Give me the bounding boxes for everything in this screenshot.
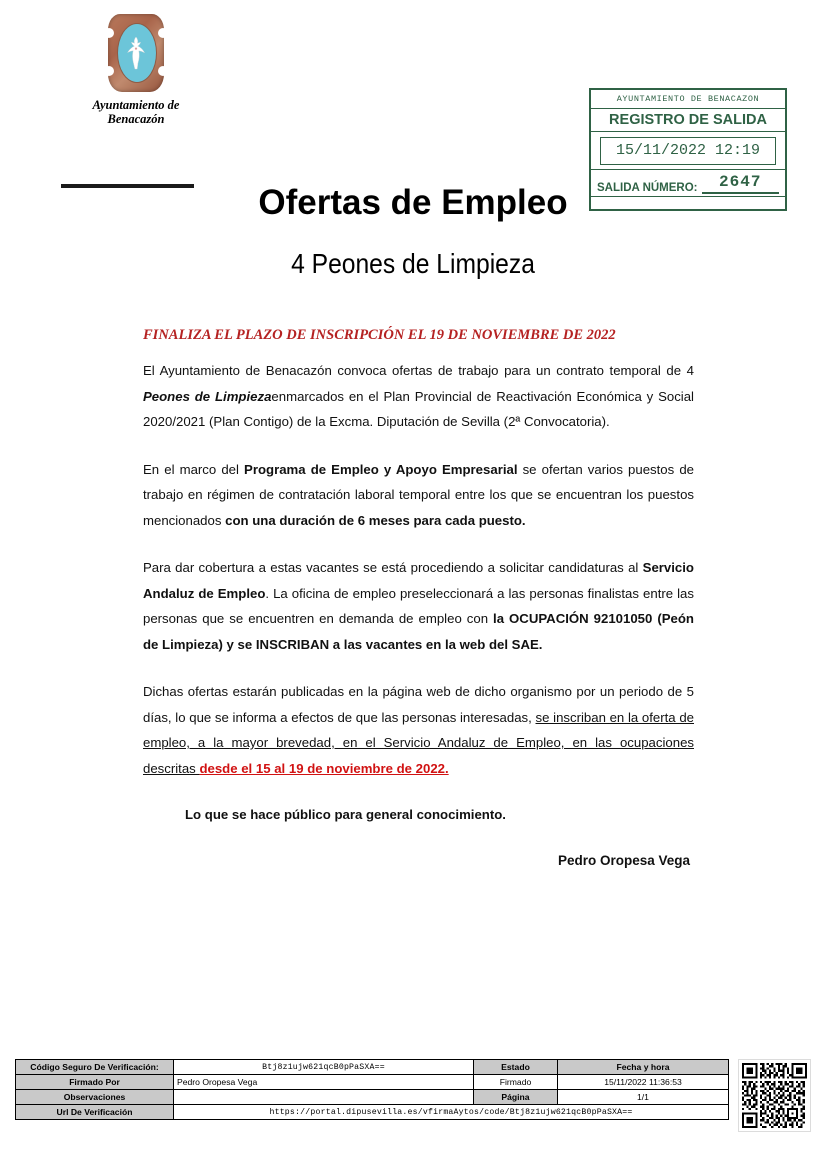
crest-caption xyxy=(76,98,196,126)
document-body xyxy=(143,326,694,868)
table-row xyxy=(16,1105,729,1120)
table-row xyxy=(16,1075,729,1090)
dove-icon xyxy=(123,36,149,70)
page-subtitle: 4 Peones de Limpieza xyxy=(291,248,535,279)
csv-label: Código Seguro De Verificación: xyxy=(16,1060,174,1075)
fecha-header: Fecha y hora xyxy=(558,1060,729,1075)
verification-footer xyxy=(15,1059,811,1151)
p1-part1: El Ayuntamiento de Benacazón convoca ofertas de trabajo para un contrato temporal de 4 xyxy=(143,363,694,378)
estado-header: Estado xyxy=(474,1060,558,1075)
stamp-datetime-wrapper xyxy=(591,132,785,170)
p3-part2: . La oficina de empleo preseleccionará a las personas finalistas entre las personas que se encuentren en demanda de empleo con xyxy=(143,585,694,626)
p3-part3: y se xyxy=(222,636,256,652)
p3-underline2: INSCRIBAN a las vacantes en la web del SAE xyxy=(255,636,539,652)
stamp-datetime-value: 15/11/2022 12:19 xyxy=(600,137,776,165)
pagina-value: 1/1 xyxy=(558,1090,729,1105)
table-row xyxy=(16,1060,729,1075)
p2-bold1: Programa de Empleo y Apoyo Empresarial xyxy=(244,461,518,477)
p4-underline1: se inscriban en la oferta de empleo, a la mayor brevedad, en el Servicio Andaluz de Empleo, en las ocupaciones descritas xyxy=(143,709,694,776)
p2-part2: se ofertan varios puestos de trabajo en régimen de contratación laboral temporal entre los que se encuentran los puestos mencionados xyxy=(143,461,694,528)
p4-red-underline: desde el 15 al 19 de noviembre de 2022. xyxy=(199,760,449,776)
stamp-organization: AYUNTAMIENTO DE BENACAZON xyxy=(591,90,785,109)
stamp-number-label: SALIDA NÚMERO: xyxy=(597,182,698,194)
crest-caption-line1: Ayuntamiento de xyxy=(92,98,180,112)
paragraph-1 xyxy=(143,358,694,435)
observaciones-label: Observaciones xyxy=(16,1090,174,1105)
table-row xyxy=(16,1090,729,1105)
paragraph-3 xyxy=(143,555,694,657)
municipal-crest-block xyxy=(76,14,196,126)
url-verificacion-label: Url De Verificación xyxy=(16,1105,174,1120)
paragraph-2 xyxy=(143,457,694,534)
p2-part1: En el marco del xyxy=(143,461,245,477)
p2-bold2: con una duración de 6 meses para cada puesto. xyxy=(225,512,526,528)
p3-part1: Para dar cobertura a estas vacantes se está procediendo a solicitar candidaturas al xyxy=(143,560,643,575)
p1-part2: enmarcados en el Plan Provincial de Reactivación Económica y Social 2020/2021 (Plan Contigo) de la Excma. Diputación de Sevilla (2ª Convocatoria). xyxy=(143,388,694,429)
deadline-notice: FINALIZA EL PLAZO DE INSCRIPCIÓN EL 19 DE NOVIEMBRE DE 2022 xyxy=(143,327,616,343)
p1-bolditalic: Peones de Limpieza xyxy=(143,388,272,404)
observaciones-value xyxy=(174,1090,474,1105)
p4-part1: Dichas ofertas estarán publicadas en la página web de dicho organismo por un periodo de 5 días, lo que se informa a efectos de que las personas interesadas, xyxy=(143,684,694,725)
estado-value: Firmado xyxy=(474,1075,558,1090)
crest-caption-line2: Benacazón xyxy=(107,112,165,126)
closing-statement: Lo que se hace público para general conocimiento. xyxy=(185,807,506,822)
qr-code-icon[interactable] xyxy=(738,1059,811,1132)
csv-value: Btj8z1ujw621qcB0pPaSXA== xyxy=(174,1060,474,1075)
qr-code-svg xyxy=(742,1063,807,1128)
paragraph-4 xyxy=(143,679,694,781)
crest-notch xyxy=(158,28,168,38)
p3-part4: . xyxy=(538,636,543,652)
fecha-value: 15/11/2022 11:36:53 xyxy=(558,1075,729,1090)
firmado-por-label: Firmado Por xyxy=(16,1075,174,1090)
firmado-por-value: Pedro Oropesa Vega xyxy=(174,1075,474,1090)
crest-notch xyxy=(158,66,168,76)
stamp-heading: REGISTRO DE SALIDA xyxy=(591,109,785,132)
url-verificacion-value[interactable]: https://portal.dipusevilla.es/vfirmaAytos/code/Btj8z1ujw621qcB0pPaSXA== xyxy=(174,1105,729,1120)
stamp-number-row xyxy=(591,170,785,197)
signature-name: Pedro Oropesa Vega xyxy=(557,853,690,868)
document-header xyxy=(0,0,826,223)
stamp-number-value: 2647 xyxy=(702,173,779,194)
coat-of-arms-icon xyxy=(105,14,167,92)
page-title: Ofertas de Empleo xyxy=(258,183,568,223)
stamp-blank-row xyxy=(591,197,785,209)
p3-bold1: Servicio Andaluz de Empleo xyxy=(143,560,694,601)
verification-table xyxy=(15,1059,729,1120)
registro-de-salida-stamp xyxy=(589,88,787,211)
pagina-label: Página xyxy=(474,1090,558,1105)
p3-underline1: la OCUPACIÓN 92101050 (Peón de Limpieza) xyxy=(143,611,694,652)
crest-notch xyxy=(104,28,114,38)
crest-notch xyxy=(104,66,114,76)
